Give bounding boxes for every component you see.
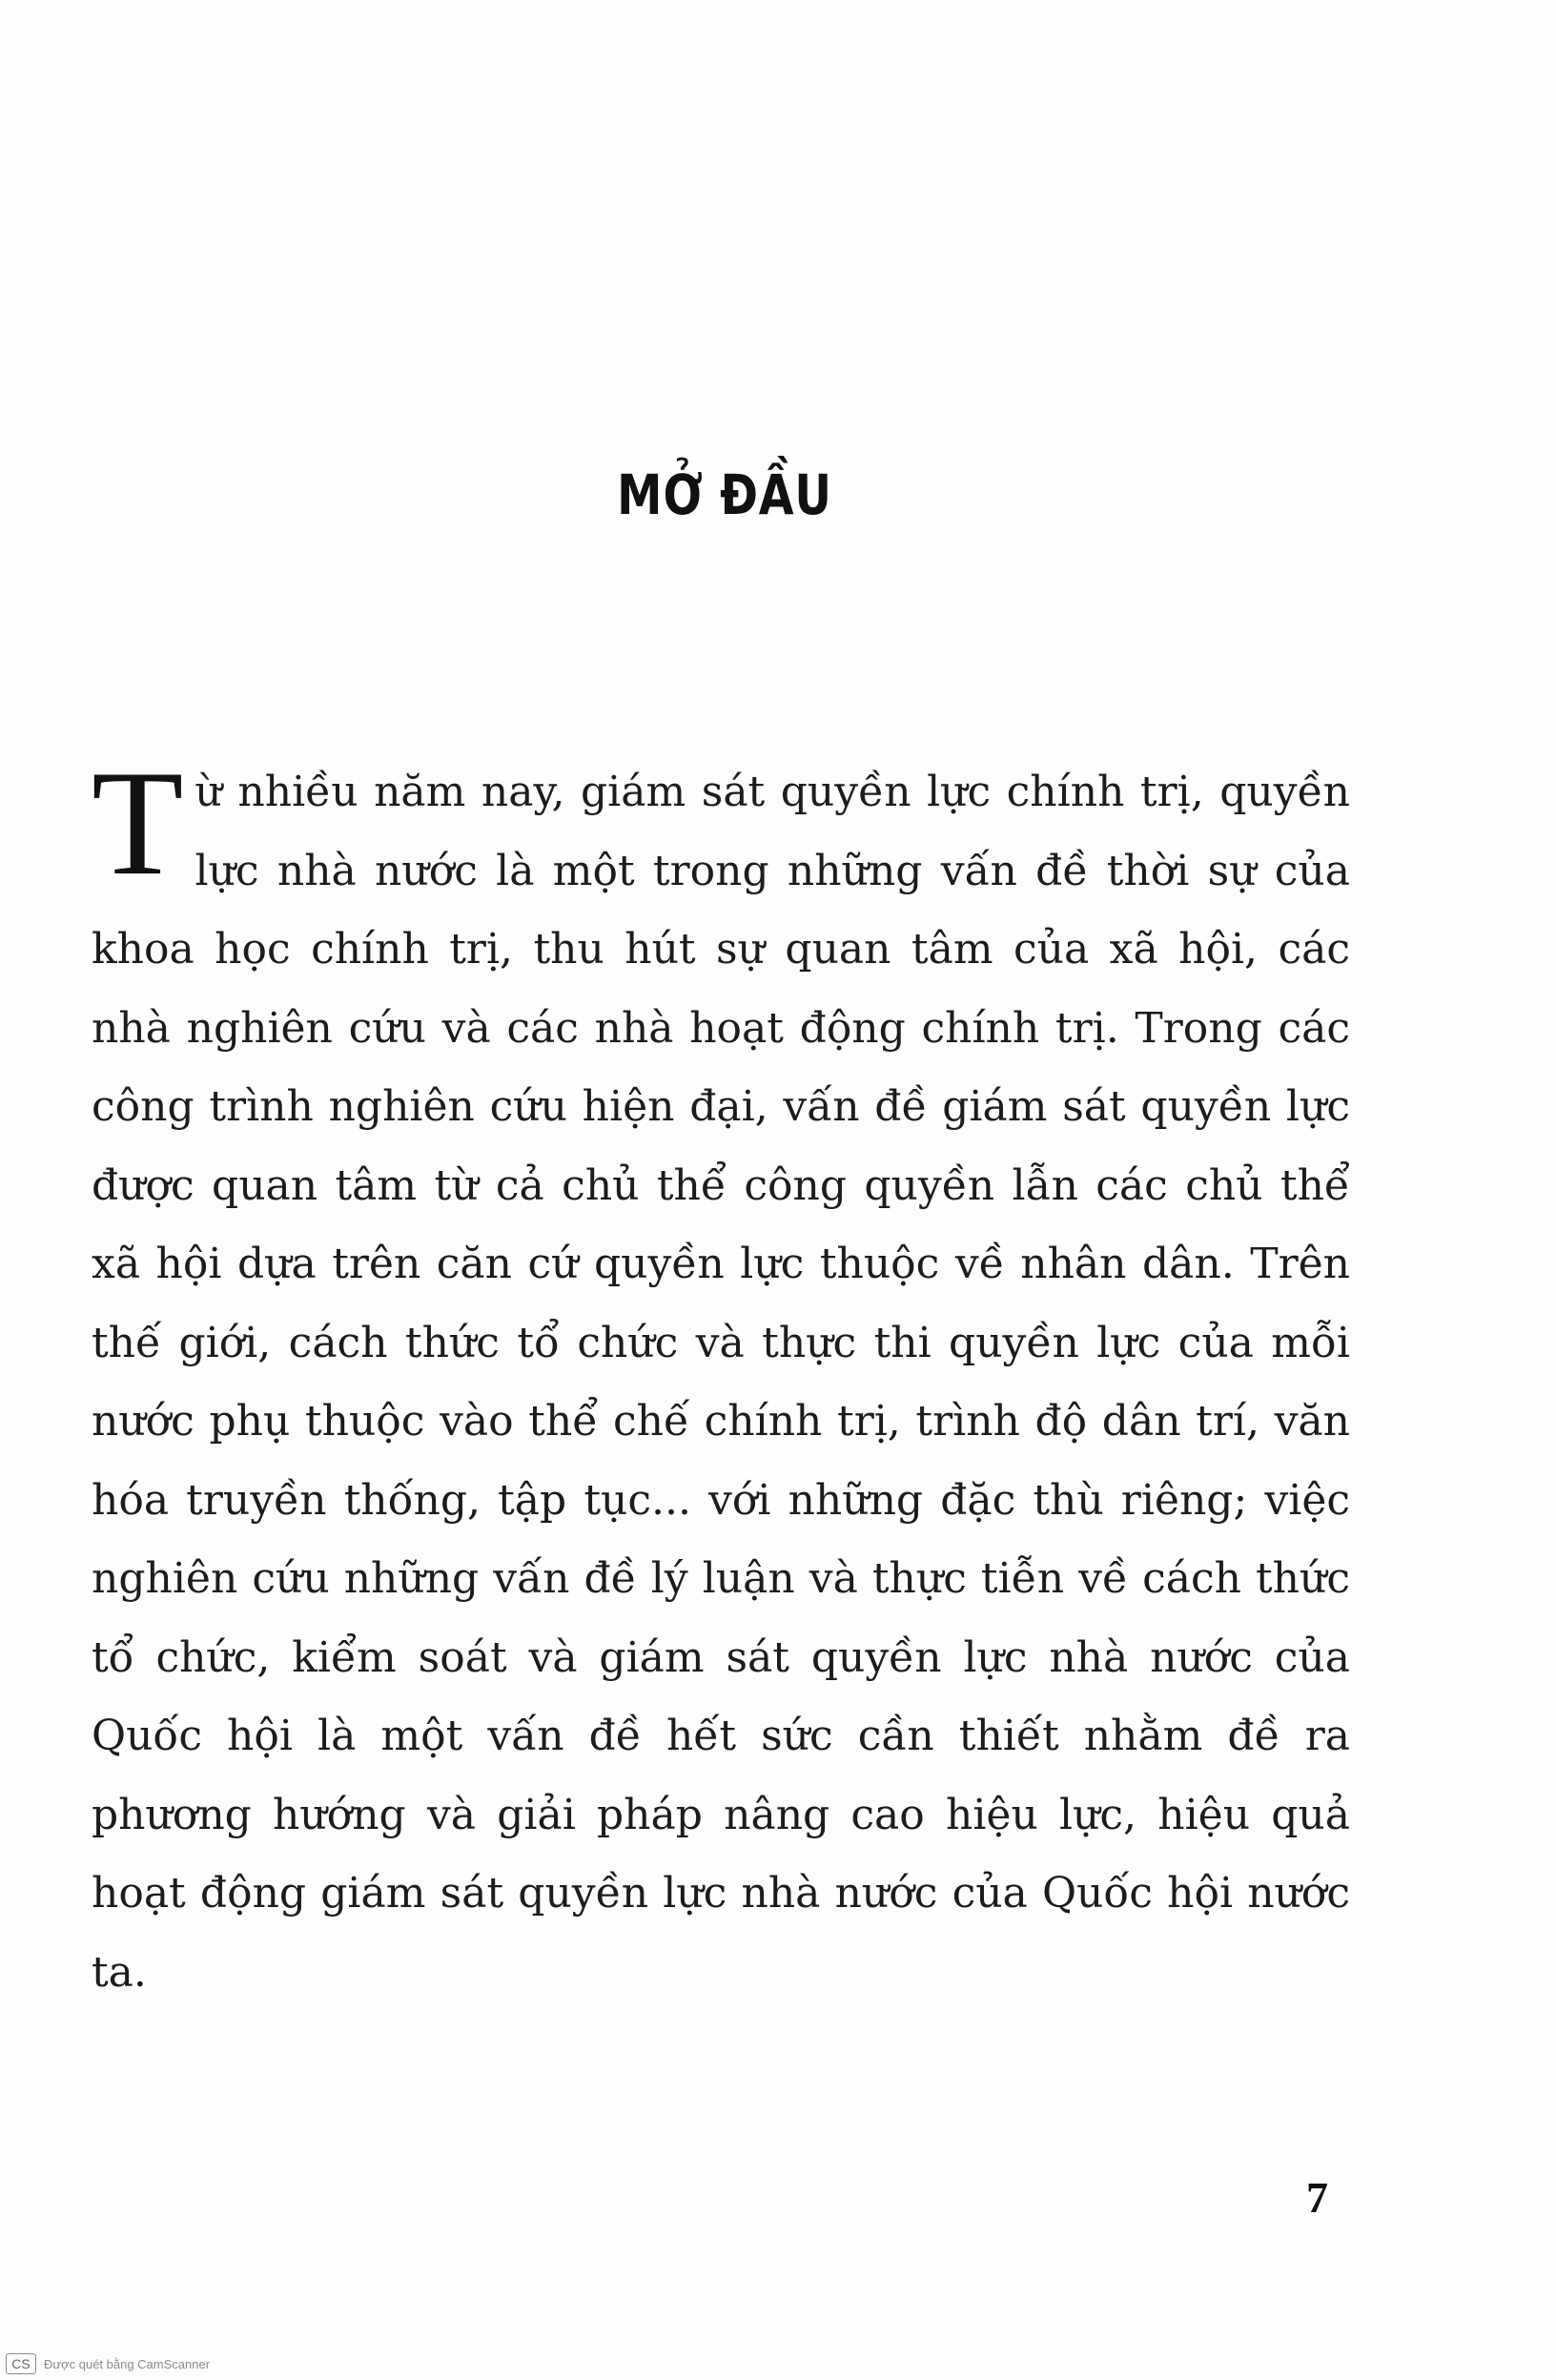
chapter-title: MỞ ĐẦU xyxy=(617,462,832,527)
drop-cap: T xyxy=(92,740,184,907)
scanner-watermark-text: Được quét bằng CamScanner xyxy=(44,2356,211,2371)
paragraph-text: ừ nhiều năm nay, giám sát quyền lực chính trị, quyền lực nhà nước là một trong những vấn đề thời sự của khoa học chính trị, thu hút sự quan tâm của xã hội, các nhà nghiên cứu và các nhà hoạt động chính trị. Trong các công trình nghiên cứu hiện đại, vấn đề giám sát quyền lực được quan tâm từ cả chủ thể công quyền lẫn các chủ thể xã hội dựa trên căn cứ quyền lực thuộc về nhân dân. Trên thế giới, cách thức tổ chức và thực thi quyền lực của mỗi nước phụ thuộc vào thể chế chính trị, trình độ dân trí, văn hóa truyền thống, tập tục... với những đặc thù riêng; việc nghiên cứu những vấn đề lý luận và thực tiễn về cách thức tổ chức, kiểm soát và giám sát quyền lực nhà nước của Quốc hội là một vấn đề hết sức cần thiết nhằm đề ra phương hướng và giải pháp nâng cao hiệu lực, hiệu quả hoạt động giám sát quyền lực nhà nước của Quốc hội nước ta. xyxy=(92,768,1350,1997)
camscanner-logo-icon: CS xyxy=(6,2353,36,2374)
body-paragraph xyxy=(92,740,1350,2012)
page-number: 7 xyxy=(1306,2173,1328,2222)
scanner-watermark xyxy=(6,2353,210,2374)
